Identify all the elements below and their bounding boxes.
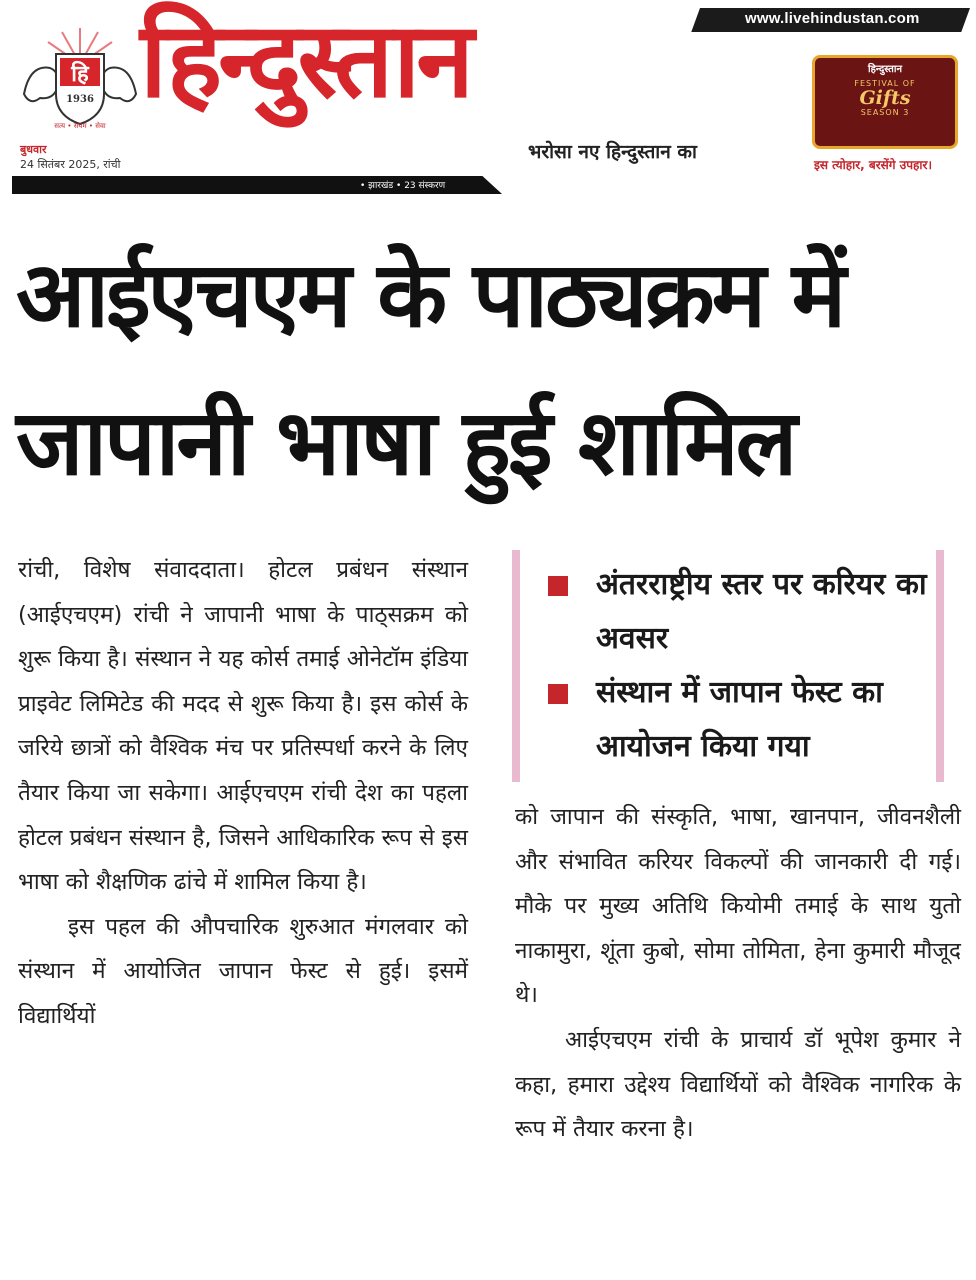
square-bullet-icon (548, 576, 568, 596)
highlights-border-left (512, 550, 520, 782)
highlight-item (548, 666, 928, 774)
festival-tagline: इस त्योहार, बरसेंगे उपहार। (814, 158, 932, 172)
highlight-text: संस्थान में जापान फेस्ट का आयोजन किया गया (596, 675, 883, 764)
dateline-date: 24 सितंबर 2025, रांची (20, 158, 121, 171)
site-url[interactable]: www.livehindustan.com (745, 10, 920, 27)
highlights-list (548, 558, 928, 774)
article-column-right (515, 795, 961, 1152)
festival-season: SEASON 3 (860, 108, 910, 117)
newspaper-title[interactable]: हिन्दुस्तान (140, 0, 470, 121)
article-paragraph-2: इस पहल की औपचारिक शुरुआत मंगलवार को संस्थान में आयोजित जापान फेस्ट से हुई। इसमें विद्यार्थियों (18, 913, 468, 1029)
article-paragraph-3: को जापान की संस्कृति, भाषा, खानपान, जीवनशैली और संभावित करियर विकल्पों की जानकारी दी गई। मौके पर मुख्य अतिथि कियोमी तमाई के साथ युतो नाकामुरा, शूंता कुबो, सोमा तोमिता, हेना कुमारी मौजूद थे। (515, 804, 961, 1009)
headline-line-1: आईएचएम के पाठ्यक्रम में (16, 243, 844, 348)
dateline-day: बुधवार (20, 143, 47, 156)
festival-gifts: Gifts (859, 87, 911, 109)
emblem-year: 1936 (66, 94, 94, 105)
article-column-left (18, 548, 468, 1039)
newspaper-tagline: भरोसा नए हिन्दुस्तान का (528, 141, 697, 163)
article-headline (16, 222, 966, 518)
dateline (20, 142, 121, 172)
emblem-motto: सत्य • संयम • सेवा (54, 122, 106, 130)
highlights-border-right (936, 550, 944, 782)
square-bullet-icon (548, 684, 568, 704)
festival-line1: FESTIVAL OF (854, 79, 916, 88)
headline-line-2: जापानी भाषा हुई शामिल (16, 391, 795, 496)
highlight-item (548, 558, 928, 666)
article-paragraph-1: रांची, विशेष संवाददाता। होटल प्रबंधन संस्थान (आईएचएम) रांची ने जापानी भाषा के पाठ्सक्रम को शुरू किया है। संस्थान ने यह कोर्स तमाई ओनेटॉम इंडिया प्राइवेट लिमिटेड की मदद से शुरू किया है। इस कोर्स के जरिये छात्रों को वैश्विक मंच पर प्रतिस्पर्धा करने के लिए तैयार किया जा सकेगा। आईएचएम रांची देश का पहला होटल प्रबंधन संस्थान है, जिसने आधिकारिक रूप से इस भाषा को शैक्षणिक ढांचे में शामिल किया है। (18, 557, 468, 896)
festival-brand: हिन्दुस्तान (867, 64, 903, 75)
article-paragraph-4: आईएचएम रांची के प्राचार्य डॉ भूपेश कुमार ने कहा, हमारा उद्देश्य विद्यार्थियों को वैश्विक नागरिक के रूप में तैयार करना है। (515, 1026, 961, 1143)
edition-info: • झारखंड • 23 संस्करण (360, 181, 446, 191)
highlight-text: अंतरराष्ट्रीय स्तर पर करियर का अवसर (596, 567, 927, 656)
festival-of-gifts-badge[interactable] (812, 55, 958, 149)
emblem-letter: हि (71, 62, 89, 87)
highlights-box (512, 550, 944, 782)
masthead-emblem-icon (20, 24, 140, 134)
